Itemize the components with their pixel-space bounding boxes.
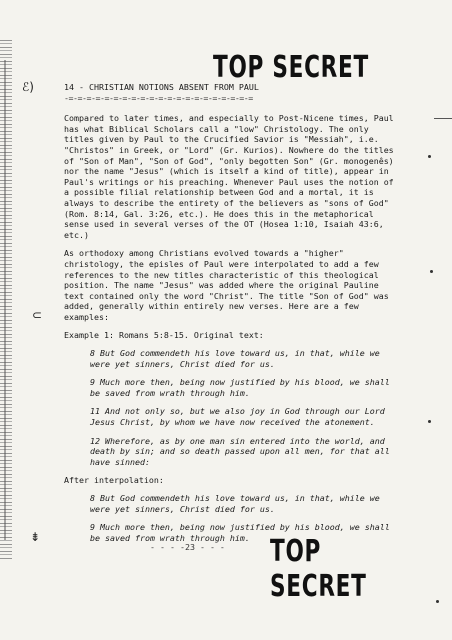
scan-edge-line [434, 118, 452, 119]
verse-quote: 12 Wherefore, as by one man sin entered into the world, and death by sin; and so death passed upon all men, for that all have sinned: [90, 435, 390, 467]
top-secret-stamp: TOP SECRET [270, 534, 367, 604]
hole-punch-mark: ℰ) [22, 80, 34, 94]
scan-artifact-mark: ⇟ [30, 530, 41, 544]
section-heading: 14 - CHRISTIAN NOTIONS ABSENT FROM PAUL [64, 82, 259, 92]
verse-quote: 9 Much more then, being now justified by his blood, we shall be saved from wrath through him. [90, 377, 390, 398]
paragraph: As orthodoxy among Christians evolved towards a "higher" christology, the episles of Paul were interpolated to add a few references to the new titles characteristic of this theological position. The name "Jesus" was added where the original Pauline text contained only the word "Christ". The title "Son of God" was added, generally within entirely new verses. Here are a few examples: [64, 248, 389, 322]
hole-punch-mark: ⊂ [32, 308, 43, 322]
scan-edge-line [4, 60, 6, 540]
scan-dot [428, 420, 431, 423]
heading-underline: -=-=-=-=-=-=-=-=-=-=-=-=-=-=-=-=-=-=-=-=-= [64, 92, 253, 103]
example-label: Example 1: Romans 5:8-15. Original text: [64, 330, 264, 341]
verse-quote: 8 But God commendeth his love toward us, in that, while we were yet sinners, Christ died for us. [90, 493, 380, 514]
scan-edge-strip [0, 40, 12, 560]
scan-dot [430, 270, 433, 273]
verse-quote: 9 Much more then, being now justified by his blood, we shall be saved from wrath through him. [90, 522, 390, 543]
top-secret-stamp: TOP SECRET [213, 50, 369, 85]
verse-quote: 8 But God commendeth his love toward us, in that, while we were yet sinners, Christ died for us. [90, 348, 380, 369]
document-body [64, 82, 394, 551]
after-interpolation-label: After interpolation: [64, 475, 164, 486]
page-number: - - - -23 - - - [150, 542, 225, 552]
scan-dot [428, 155, 431, 158]
scan-dot [436, 600, 439, 603]
paragraph: Compared to later times, and especially to Post-Nicene times, Paul has what Biblical Scholars call a "low" Christology. The only titles given by Paul to the Crucified Savior is "Messiah", i.e. "Christos" in Greek, or "Lord" (Gr. Kurios). Nowhere do the titles of "Son of Man", "Son of God", "only begotten Son" (Gr. monogenês) nor the name "Jesus" (which is itself a kind of title), appear in Paul's writings or his preaching. Whenever Paul uses the notion of a possible filial relationship between God and a mortal, it is always to describe the entirety of the believers as "sons of God" (Rom. 8:14, Gal. 3:26, etc.). He does this in the metaphorical sense used in several verses of the OT (Hosea 1:10, Isaiah 43:6, etc.) [64, 113, 394, 240]
verse-quote: 11 And not only so, but we also joy in God through our Lord Jesus Christ, by whom we have now received the atonement. [90, 406, 385, 428]
